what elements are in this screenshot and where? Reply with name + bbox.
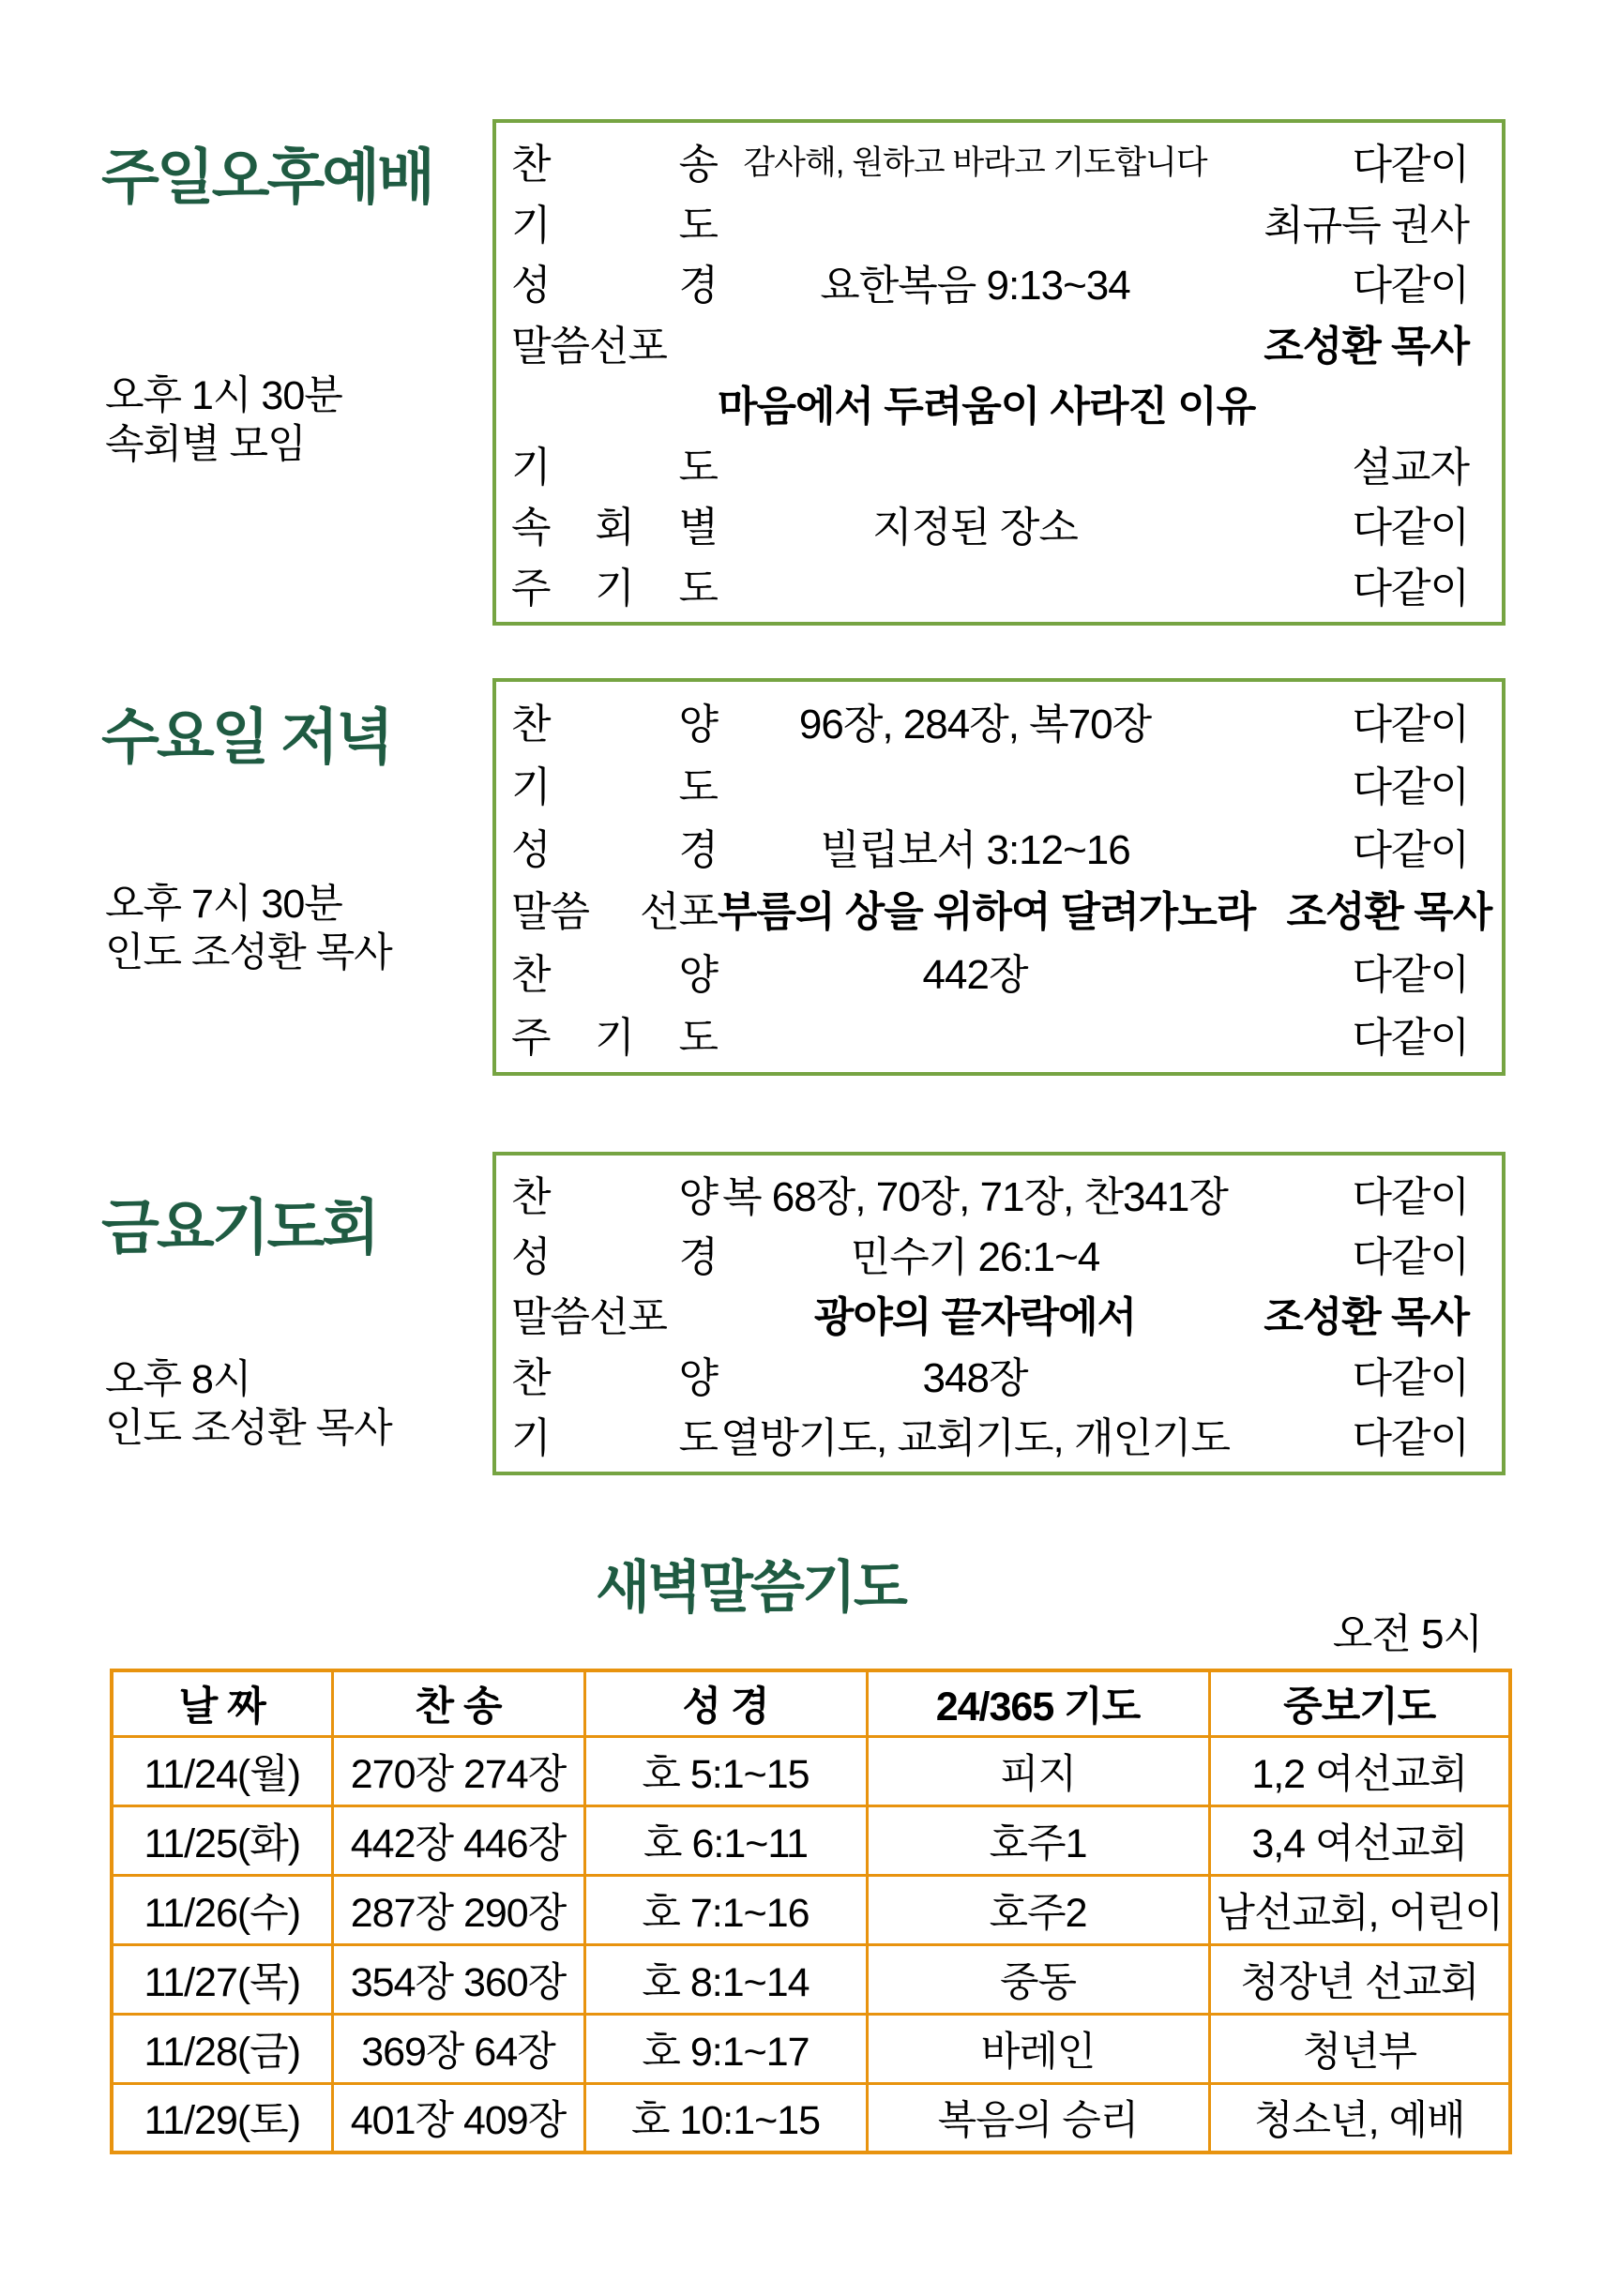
section-title-friday-prayer: 금요기도회 [101,1194,378,1261]
table-cell: 중동 [867,1944,1209,2014]
row-right-text: 다같이 [1352,826,1469,873]
table-cell: 청소년, 예배 [1209,2083,1510,2152]
service-row [511,753,1469,813]
service-row [511,1344,1469,1404]
service-row [511,433,1469,493]
table-cell: 3,4 여선교회 [1209,1805,1510,1875]
table-cell: 354장 360장 [332,1944,584,2014]
service-row [511,1283,1469,1343]
table-cell: 청년부 [1209,2014,1510,2083]
row-label: 말씀 선포 [511,889,718,936]
row-label: 말씀선포 [511,1294,668,1341]
row-label: 기 도 [511,444,718,491]
row-label: 속 회 별 [511,505,718,551]
row-right-text: 다같이 [1352,263,1469,310]
row-right-text: 다같이 [1352,1234,1469,1281]
table-cell: 호 9:1~17 [584,2014,867,2083]
row-center-text: 요한복음 9:13~34 [820,263,1130,310]
table-cell: 1,2 여선교회 [1209,1736,1510,1805]
time-line: 오후 8시 [105,1357,251,1402]
service-box-wednesday-evening [492,678,1506,1076]
row-label: 성 경 [511,263,718,310]
row-right-text: 다같이 [1352,702,1469,748]
table-cell: 270장 274장 [332,1736,584,1805]
row-right-text: 조성환 목사 [1264,323,1469,370]
table-header-row [112,1670,1510,1736]
service-row [511,1404,1469,1464]
row-right-text: 다같이 [1352,142,1469,189]
table-cell: 호 5:1~15 [584,1736,867,1805]
row-right-text: 다같이 [1352,1014,1469,1061]
time-line: 오후 7시 30분 [105,882,342,927]
section-time-sunday-afternoon [105,371,342,470]
table-header-cell: 성 경 [584,1670,867,1736]
table-cell: 11/27(목) [112,1944,332,2014]
row-label: 찬 송 [511,142,718,189]
service-row [511,312,1469,372]
row-label: 기 도 [511,763,718,810]
row-label: 주 기 도 [511,1014,718,1061]
table-cell: 피지 [867,1736,1209,1805]
row-center-text: 지정된 장소 [872,505,1078,551]
service-row [511,1004,1469,1064]
table-row [112,1944,1510,2014]
row-right-text: 다같이 [1352,565,1469,612]
table-cell: 청장년 선교회 [1209,1944,1510,2014]
row-right-text: 조성환 목사 [1286,889,1492,936]
row-label: 성 경 [511,1234,718,1281]
service-row [511,130,1469,190]
table-cell: 11/29(토) [112,2083,332,2152]
table-cell: 11/25(화) [112,1805,332,1875]
service-row [511,878,1492,938]
table-header-cell: 24/365 기도 [867,1670,1209,1736]
service-row [511,493,1469,553]
table-cell: 401장 409장 [332,2083,584,2152]
table-cell: 11/28(금) [112,2014,332,2083]
time-line: 오후 1시 30분 [105,373,342,418]
service-row [511,251,1469,311]
table-body [112,1736,1510,2152]
row-right-text: 설교자 [1352,444,1469,491]
row-right-text: 다같이 [1352,1174,1469,1221]
time-line: 인도 조성환 목사 [105,930,392,976]
row-right-text: 조성환 목사 [1264,1294,1469,1341]
service-row [511,191,1469,251]
service-row [511,941,1469,1001]
table-cell: 11/24(월) [112,1736,332,1805]
table-header [112,1670,1510,1736]
row-center-text: 복 68장, 70장, 71장, 찬341장 [722,1174,1228,1221]
row-label: 말씀선포 [511,323,668,370]
table-cell: 369장 64장 [332,2014,584,2083]
row-right-text: 다같이 [1352,763,1469,810]
table-cell: 복음의 승리 [867,2083,1209,2152]
row-label: 기 도 [511,202,718,249]
service-row [511,372,1469,432]
dawn-prayer-time: 오전 5시 [1332,1611,1482,1657]
service-row [511,554,1469,614]
row-center-text: 광야의 끝자락에서 [813,1294,1137,1341]
row-right-text: 최규득 권사 [1264,202,1469,249]
row-label [511,379,718,426]
row-center-text: 빌립보서 3:12~16 [820,826,1130,873]
table-header-cell: 찬 송 [332,1670,584,1736]
table-header-cell: 날 짜 [112,1670,332,1736]
service-row [511,1223,1469,1283]
table-cell: 442장 446장 [332,1805,584,1875]
table-row [112,2014,1510,2083]
table-cell: 호 6:1~11 [584,1805,867,1875]
section-title-wednesday-evening: 수요일 저녁 [101,703,391,771]
row-center-text: 열방기도, 교회기도, 개인기도 [720,1414,1230,1461]
row-center-text: 96장, 284장, 복70장 [798,702,1152,748]
section-time-wednesday-evening [105,880,392,978]
section-time-friday-prayer [105,1355,392,1454]
table-cell: 호 7:1~16 [584,1875,867,1944]
service-row [511,816,1469,876]
row-label: 성 경 [511,826,718,873]
table-cell: 호주2 [867,1875,1209,1944]
row-center-text: 감사해, 원하고 바라고 기도합니다 [743,144,1207,182]
row-right-text: 다같이 [1352,505,1469,551]
row-center-text: 부름의 상을 위하여 달려가노라 [718,889,1256,936]
table-row [112,2083,1510,2152]
service-row [511,690,1469,750]
row-label: 찬 양 [511,951,718,998]
service-box-sunday-afternoon [492,119,1506,626]
table-header-cell: 중보기도 [1209,1670,1510,1736]
service-box-friday-prayer [492,1152,1506,1475]
table-row [112,1875,1510,1944]
table-cell: 287장 290장 [332,1875,584,1944]
table-cell: 남선교회, 어린이 [1209,1875,1510,1944]
row-center-text: 마음에서 두려움이 사라진 이유 [718,384,1256,430]
row-right-text: 다같이 [1352,1354,1469,1401]
row-label: 찬 양 [511,1354,718,1401]
time-line: 인도 조성환 목사 [105,1406,392,1452]
time-line: 속회별 모임 [105,422,306,468]
table-cell: 호주1 [867,1805,1209,1875]
row-center-text: 348장 [922,1354,1028,1401]
table-cell: 11/26(수) [112,1875,332,1944]
row-right-text: 다같이 [1352,951,1469,998]
table-row [112,1805,1510,1875]
section-title-sunday-afternoon: 주일오후예배 [101,144,432,211]
row-center-text: 민수기 26:1~4 [850,1234,1100,1281]
row-center-text: 442장 [922,951,1028,998]
dawn-prayer-title: 새벽말씀기도 [596,1556,905,1619]
row-right-text: 다같이 [1352,1414,1469,1461]
row-label: 기 도 [511,1414,718,1461]
dawn-prayer-table [110,1669,1512,2154]
table-row [112,1736,1510,1805]
row-label: 주 기 도 [511,565,718,612]
table-cell: 호 10:1~15 [584,2083,867,2152]
row-label: 찬 양 [511,1174,718,1221]
row-label: 찬 양 [511,702,718,748]
service-row [511,1163,1469,1223]
table-cell: 호 8:1~14 [584,1944,867,2014]
table-cell: 바레인 [867,2014,1209,2083]
